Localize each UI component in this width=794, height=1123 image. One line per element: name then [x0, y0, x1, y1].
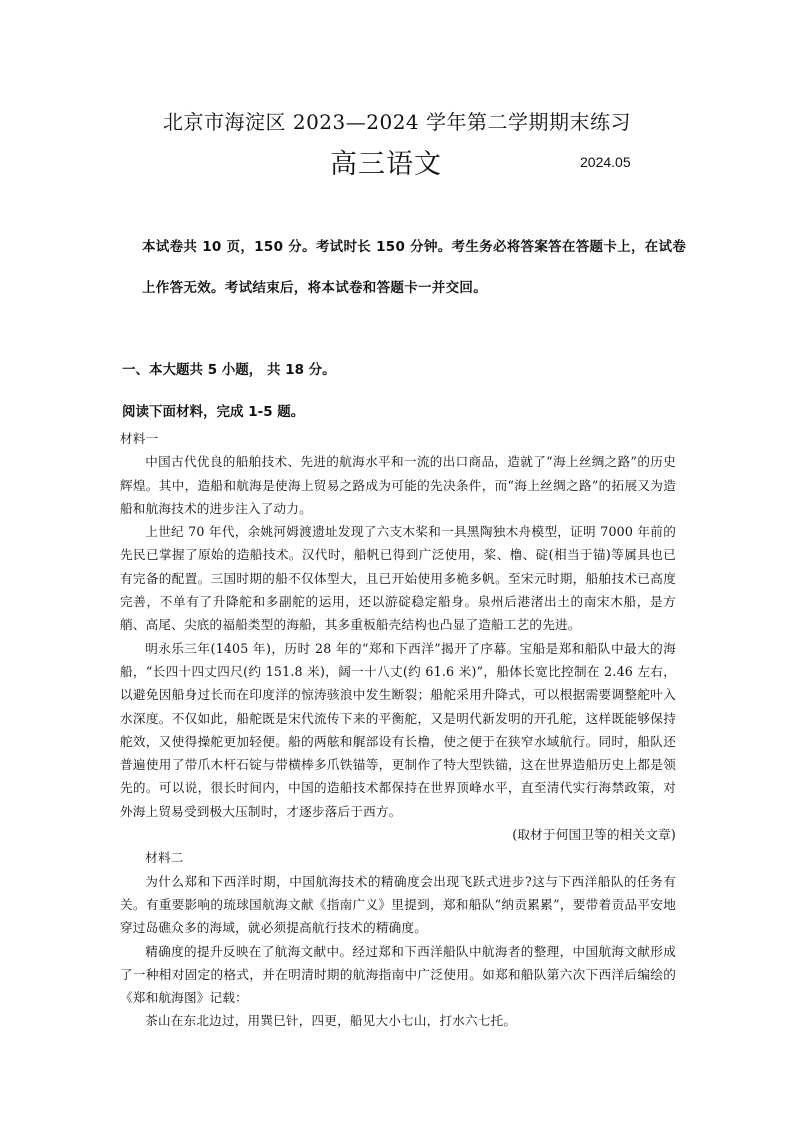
material-1-paragraph: 中国古代优良的船舶技术、先进的航海水平和一流的出口商品，造就了“海上丝绸之路”的历史辉煌。其中，造船和航海是使海上贸易之路成为可能的先决条件，而“海上丝绸之路”的拓展又为造船和航海技术的进步注入了动力。 — [120, 454, 676, 516]
material-1-paragraph: 明永乐三年(1405 年)，历时 28 年的“郑和下西洋”揭开了序幕。宝船是郑和船队中最大的海船，“长四十四丈四尺(约 151.8 米)，阔一十八丈(约 61.6 米)”，船体长宽比控制在 2.46 左右，以避免因船身过长而在印度洋的惊涛骇浪中发生断裂；船舵采用升降式，可以根据需要调整舵叶入水深度。不仅如此，船舵既是宋代流传下来的平衡舵，又是明代新发明的开孔舵，这样既能够保持舵效，又使得操舵更加轻便。船的两舷和艉部设有长橹，使之便于在狭窄水域航行。同时，船队还普遍使用了带爪木杆石锭与带横棒多爪铁锚等，更制作了特大型铁锚，这在世界造船历史上都是领先的。可以说，很长时间内，中国的造船技术都保持在世界顶峰水平，直至清代实行海禁政策，对外海上贸易受到极大压制时，才逐步落后于西方。 — [120, 640, 676, 819]
material-2-paragraph: 为什么郑和下西洋时期，中国航海技术的精确度会出现飞跃式进步?这与下西洋船队的任务有关。有重要影响的琉球国航海文献《指南广义》里提到，郑和船队“纳贡累累”，要带着贡品平安地穿过岛礁众多的海域，就必须提高航行技术的精确度。 — [120, 873, 676, 936]
subject-title: 高三语文 — [330, 149, 442, 180]
notice-line-1: 本试卷共 10 页，150 分。考试时长 150 分钟。考生务必将答案答在答题卡上，在试卷 — [142, 239, 687, 255]
material-2-quote: 茶山在东北边过，用巽巳针，四更，船见大小七山，打水六七托。 — [145, 1013, 517, 1029]
material-2-paragraph: 精确度的提升反映在了航海文献中。经过郑和下西洋船队中航海者的整理，中国航海文献形成了一种相对固定的格式，并在明清时期的航海指南中广泛使用。如郑和船队第六次下西洋后编绘的《郑和航海图》记载： — [120, 943, 676, 1006]
reading-materials — [120, 427, 676, 1033]
material-1-label: 材料一 — [120, 431, 159, 446]
material-1-credit: (取材于何国卫等的相关文章) — [512, 827, 676, 843]
material-1-paragraph: 上世纪 70 年代，余姚河姆渡遗址发现了六支木桨和一具黑陶独木舟模型，证明 7000 年前的先民已掌握了原始的造船技术。汉代时，船帆已得到广泛使用，桨、橹、碇(相当于锚)等属具也已有完备的配置。三国时期的船不仅体型大，且已开始使用多桅多帆。至宋元时期，船舶技术已高度完善，不单有了升降舵和多副舵的运用，还以游碇稳定船身。泉州后港渚出土的南宋木船，是方艄、高尾、尖底的福船类型的海船，其多重板船壳结构也凸显了造船工艺的先进。 — [120, 524, 676, 633]
section-heading: 一、本大题共 5 小题， 共 18 分。 — [122, 362, 336, 378]
exam-date: 2024.05 — [580, 154, 631, 170]
notice-line-2: 上作答无效。考试结束后，将本试卷和答题卡一并交回。 — [142, 280, 487, 296]
section-instruction: 阅读下面材料，完成 1-5 题。 — [122, 404, 305, 420]
exam-title: 北京市海淀区 2023—2024 学年第二学期期末练习 — [162, 110, 631, 134]
material-2-label: 材料二 — [145, 850, 184, 866]
